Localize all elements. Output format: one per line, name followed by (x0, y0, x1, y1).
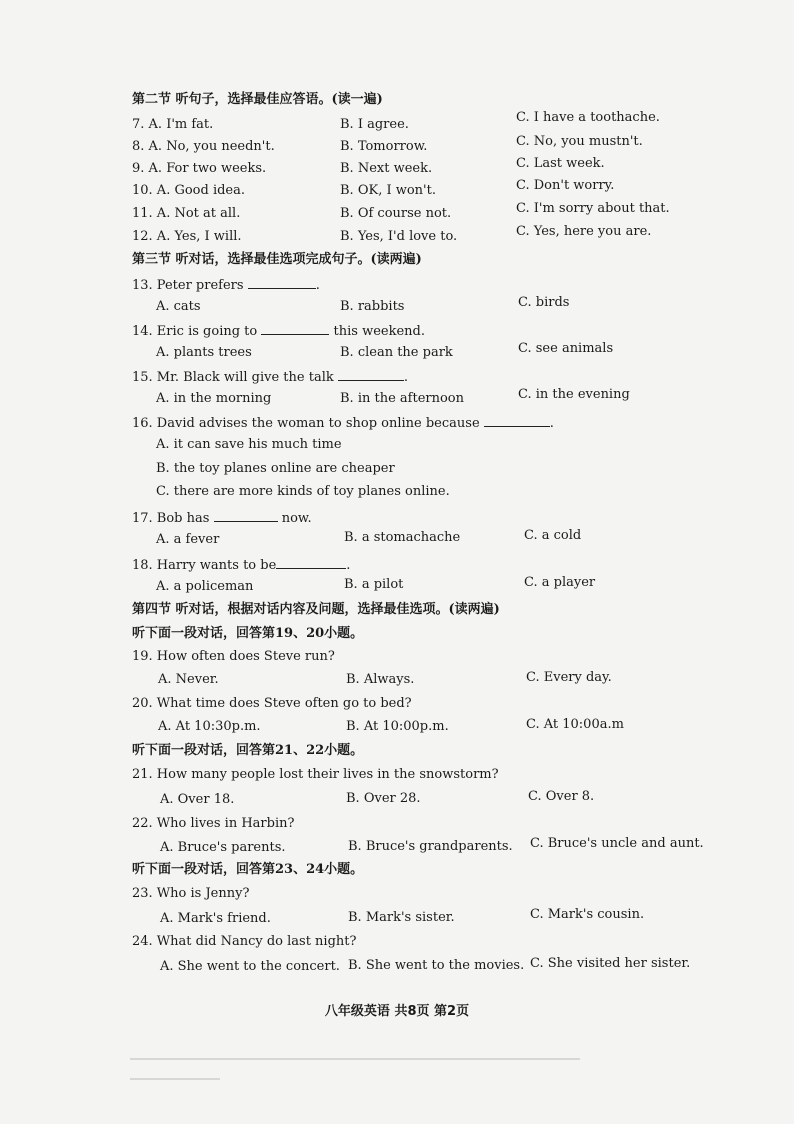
q9-option-b: B. Next week. (340, 161, 433, 176)
q12-option-c: C. Yes, here you are. (516, 224, 652, 239)
q16-option-b: B. the toy planes online are cheaper (156, 461, 395, 476)
q18-stem-text: 18. Harry wants to be (132, 558, 277, 573)
q7-option-a: 7. A. I'm fat. (132, 117, 214, 132)
section3-heading: 第三节 听对话，选择最佳选项完成句子。(读两遍) (132, 252, 422, 267)
q11-option-b: B. Of course not. (340, 206, 452, 221)
q8-option-c: C. No, you mustn't. (516, 134, 643, 149)
q17-stem (132, 509, 312, 527)
q8-option-b: B. Tomorrow. (340, 139, 428, 154)
q21-stem: 21. How many people lost their lives in the snowstorm? (132, 767, 499, 782)
q23-stem: 23. Who is Jenny? (132, 886, 250, 901)
q23-option-a: A. Mark's friend. (160, 911, 271, 926)
q9-option-a: 9. A. For two weeks. (132, 161, 267, 176)
q9-option-c: C. Last week. (516, 156, 605, 171)
q20-option-c: C. At 10:00a.m (526, 717, 624, 732)
q18-blank (276, 556, 346, 569)
q23-option-b: B. Mark's sister. (348, 910, 455, 925)
q10-option-b: B. OK, I won't. (340, 183, 436, 198)
q14-option-b: B. clean the park (340, 345, 453, 360)
q11-option-c: C. I'm sorry about that. (516, 201, 670, 216)
q21-option-c: C. Over 8. (528, 789, 595, 804)
q23-option-c: C. Mark's cousin. (530, 907, 645, 922)
q19-option-b: B. Always. (346, 672, 415, 687)
q10-option-c: C. Don't worry. (516, 178, 615, 193)
q14-stem (132, 322, 425, 340)
page-footer: 八年级英语 共8页 第2页 (324, 1004, 470, 1019)
q7-option-c: C. I have a toothache. (516, 110, 660, 125)
q16-option-a: A. it can save his much time (156, 437, 342, 452)
q22-option-b: B. Bruce's grandparents. (348, 839, 513, 854)
section4-sub1: 听下面一段对话，回答第19、20小题。 (132, 626, 364, 641)
q10-option-a: 10. A. Good idea. (132, 183, 246, 198)
q21-option-b: B. Over 28. (346, 791, 421, 806)
q22-option-a: A. Bruce's parents. (160, 840, 286, 855)
q24-option-a: A. She went to the concert. (160, 959, 340, 974)
q22-stem: 22. Who lives in Harbin? (132, 816, 295, 831)
q14-stem-pre: 14. Eric is going to (132, 324, 258, 339)
q22-option-c: C. Bruce's uncle and aunt. (530, 836, 704, 851)
q20-option-b: B. At 10:00p.m. (346, 719, 449, 734)
q16-blank (484, 414, 550, 427)
q17-stem-post: now. (281, 511, 312, 526)
q15-option-a: A. in the morning (156, 391, 272, 406)
q18-option-a: A. a policeman (156, 579, 254, 594)
q13-stem: 13. Peter prefers . (132, 278, 320, 293)
q17-option-c: C. a cold (524, 528, 582, 543)
q15-stem-text: 15. Mr. Black will give the talk (132, 370, 334, 385)
q14-stem-post: this weekend. (333, 324, 425, 339)
q13-stem-text: 13. Peter prefers (132, 278, 244, 293)
q16-stem-text: 16. David advises the woman to shop online because (132, 416, 480, 431)
q18-option-c: C. a player (524, 575, 596, 590)
q24-stem: 24. What did Nancy do last night? (132, 934, 357, 949)
q20-stem: 20. What time does Steve often go to bed? (132, 696, 412, 711)
q13-option-b: B. rabbits (340, 299, 405, 314)
q17-option-b: B. a stomachache (344, 530, 461, 545)
section4-sub3: 听下面一段对话，回答第23、24小题。 (132, 862, 364, 877)
q15-option-c: C. in the evening (518, 387, 630, 402)
q19-stem: 19. How often does Steve run? (132, 649, 335, 664)
q21-option-a: A. Over 18. (160, 792, 235, 807)
q24-option-c: C. She visited her sister. (530, 956, 691, 971)
q24-option-b: B. She went to the movies. (348, 958, 525, 973)
q13-option-a: A. cats (156, 299, 201, 314)
q14-blank (261, 322, 329, 335)
q7-option-b: B. I agree. (340, 117, 409, 132)
q17-option-a: A. a fever (156, 532, 220, 547)
section2-heading: 第二节 听句子，选择最佳应答语。(读一遍) (132, 92, 383, 107)
q15-blank (338, 368, 404, 381)
q8-option-a: 8. A. No, you needn't. (132, 139, 275, 154)
q17-blank (214, 509, 278, 522)
q16-stem: 16. David advises the woman to shop online because . (132, 416, 554, 431)
q20-option-a: A. At 10:30p.m. (158, 719, 261, 734)
q17-stem-pre: 17. Bob has (132, 511, 210, 526)
q15-option-b: B. in the afternoon (340, 391, 464, 406)
q12-option-a: 12. A. Yes, I will. (132, 229, 242, 244)
q14-option-a: A. plants trees (156, 345, 252, 360)
scan-artifact-line (130, 1058, 580, 1060)
q13-option-c: C. birds (518, 295, 570, 310)
q19-option-c: C. Every day. (526, 670, 612, 685)
q18-stem: 18. Harry wants to be . (132, 558, 351, 573)
q12-option-b: B. Yes, I'd love to. (340, 229, 458, 244)
q19-option-a: A. Never. (158, 672, 219, 687)
section4-heading: 第四节 听对话，根据对话内容及问题，选择最佳选项。(读两遍) (132, 602, 500, 617)
q14-option-c: C. see animals (518, 341, 614, 356)
section4-sub2: 听下面一段对话，回答第21、22小题。 (132, 743, 364, 758)
q18-option-b: B. a pilot (344, 577, 404, 592)
q13-blank (248, 276, 316, 289)
q15-stem: 15. Mr. Black will give the talk . (132, 370, 409, 385)
q16-option-c: C. there are more kinds of toy planes online. (156, 484, 450, 499)
q11-option-a: 11. A. Not at all. (132, 206, 241, 221)
scan-artifact-line-2 (130, 1078, 220, 1080)
